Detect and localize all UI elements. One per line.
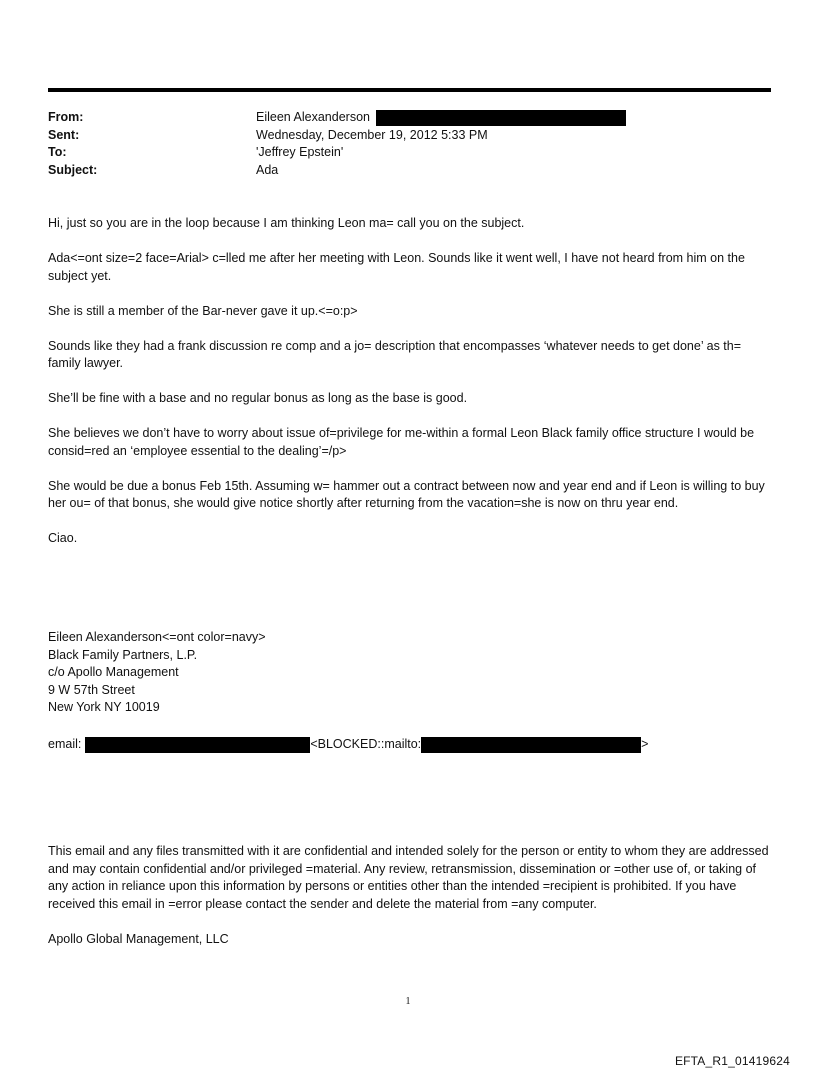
from-row [48,109,771,127]
signature-block [48,629,266,717]
from-value: Eileen Alexanderson [256,110,370,124]
from-value-wrap [256,109,626,127]
to-row [48,144,771,162]
from-label: From: [48,110,84,124]
redacted-mailto-address [421,737,641,753]
to-value: 'Jeffrey Epstein' [256,145,344,159]
signature-city: New York NY 10019 [48,700,160,714]
sent-label: Sent: [48,127,80,142]
body-paragraph: She’ll be fine with a base and no regular bonus as long as the base is good. [48,391,468,405]
signature-email-line [48,736,648,754]
subject-label: Subject: [48,162,98,177]
body-paragraph: Ciao. [48,531,78,545]
signature-care-of: c/o Apollo Management [48,665,179,679]
bates-number: EFTA_R1_01419624 [674,1054,790,1068]
body-paragraph: Sounds like they had a frank discussion re comp and a jo= description that encompasses ‘whatever needs to get done’ as th= family lawyer. [48,338,742,370]
signature-company: Black Family Partners, L.P. [48,647,198,662]
disclaimer-company: Apollo Global Management, LLC [48,931,229,946]
header-divider [48,88,771,92]
body-paragraph: Ada<=ont size=2 face=Arial> c=lled me after her meeting with Leon. Sounds like it went well, I have not heard from him on the subject yet. [48,251,745,283]
redacted-email-address [85,737,310,753]
subject-value: Ada [256,162,279,177]
body-paragraph: Hi, just so you are in the loop because I am thinking Leon ma= call you on the subject. [48,216,525,230]
body-paragraph: She believes we don’t have to worry about issue of=privilege for me-within a formal Leon Black family office structure I would be consid=red an ‘employee essential to the dealing’=/p> [48,426,755,458]
sent-row [48,127,771,145]
mailto-prefix: <BLOCKED::mailto: [310,737,422,751]
email-label: email: [48,737,82,751]
page-number: 1 [405,996,411,1007]
disclaimer-text: This email and any files transmitted with it are confidential and intended solely for the person or entity to whom they are addressed and may contain confidential and/or privileged =material. Any review, retransmission, dissemination or =other use of, or taking of any action in reliance upon this information by persons or entities other than the intended =recipient is prohibited. If you have received this email in =error please contact the sender and delete the material from =any computer. [48,844,769,911]
body-paragraph: She would be due a bonus Feb 15th. Assuming w= hammer out a contract between now and year end and if Leon is willing to buy her ou= of that bonus, she would give notice shortly after returning from the vacation=she is now on thru year end. [48,478,765,510]
sent-value: Wednesday, December 19, 2012 5:33 PM [256,127,488,142]
to-label: To: [48,145,67,159]
email-body [48,215,772,565]
body-paragraph: She is still a member of the Bar-never gave it up.<=o:p> [48,303,358,318]
mailto-suffix: > [641,737,649,751]
redacted-from-address [376,110,626,126]
disclaimer [48,843,772,966]
signature-street: 9 W 57th Street [48,682,135,697]
subject-row [48,162,771,180]
signature-name: Eileen Alexanderson<=ont color=navy> [48,630,266,644]
email-header [48,109,771,179]
